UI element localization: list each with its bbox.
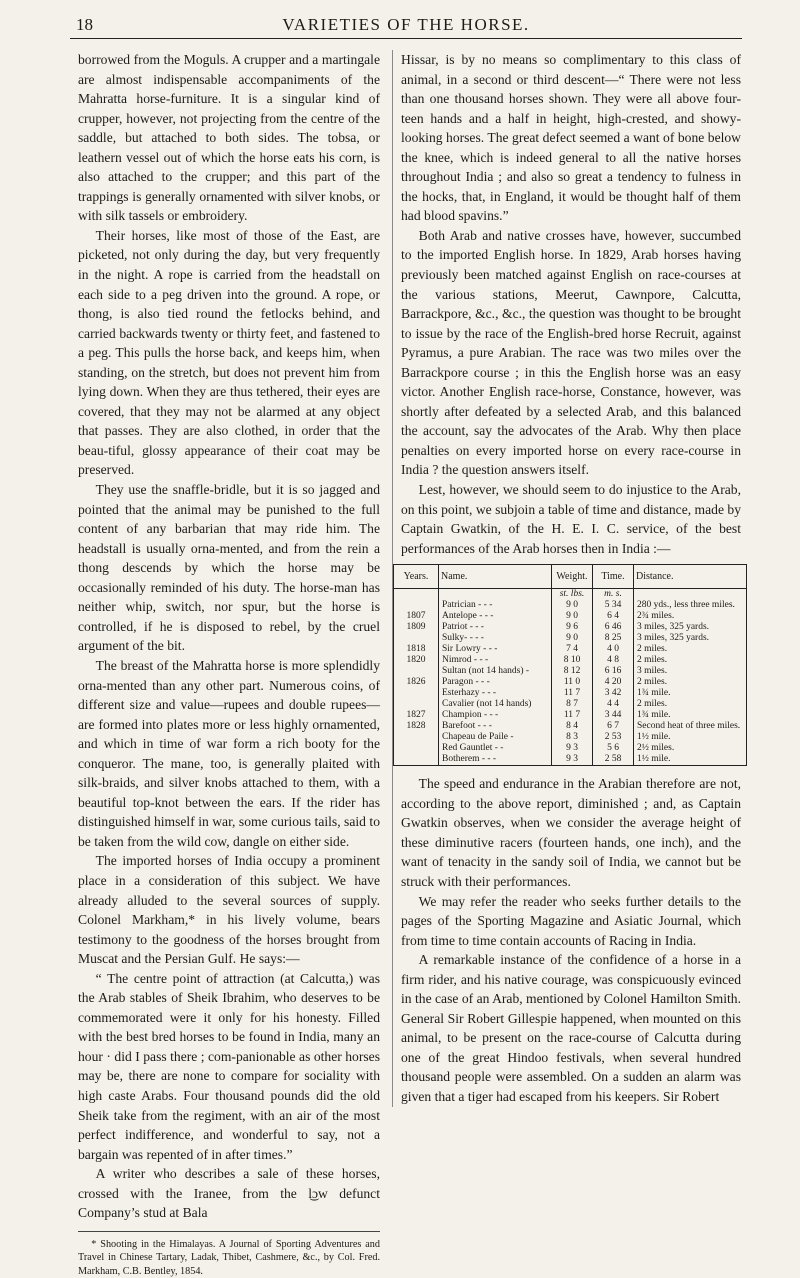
cell-distance: 1¾ mile. bbox=[634, 688, 747, 699]
performance-table bbox=[393, 564, 747, 766]
table-row bbox=[394, 622, 747, 633]
cell-time: 6 16 bbox=[593, 666, 634, 677]
cell-name: Sulky- - - - bbox=[439, 633, 552, 644]
cell-year: 1809 bbox=[394, 622, 439, 633]
table-row bbox=[394, 699, 747, 710]
cell-year: 1807 bbox=[394, 611, 439, 622]
cell-year: 1827 bbox=[394, 710, 439, 721]
cell-year bbox=[394, 600, 439, 611]
paragraph: A writer who describes a sale of these horses, crossed with the Iranee, from the l͜ɔw defunct Company’s stud at Bala bbox=[78, 1166, 380, 1221]
col-header-weight: Weight. bbox=[552, 565, 593, 589]
cell-weight: 11 7 bbox=[552, 710, 593, 721]
cell-name: Esterhazy - - - bbox=[439, 688, 552, 699]
paragraph: Hissar, is by no means so complimentary to this class of animal, in a second or third descent—“ There were not less than one thousand horses shown. They were all above four-teen hands and a half in height, high-crested, and showy-looking horses. The great defect seemed a want of bone below the knee, which is indeed general to all the native horses throughout India ; and also so great a tendency to fulness in the hocks, that, in England, it would be thought half of them had blood spavins.” bbox=[401, 52, 741, 224]
cell-weight: 7 4 bbox=[552, 644, 593, 655]
cell-year bbox=[394, 666, 439, 677]
page-number: 18 bbox=[76, 15, 93, 34]
paragraph: The speed and endurance in the Arabian therefore are not, according to the above report, diminished ; and, as Captain Gwatkin observes, when we consider the average height of these diminutive racers (fourteen hands, one inch), and the want of tenacity in the sandy soil of India, we cannot but be struck with their performances. bbox=[401, 776, 741, 889]
footnote-divider bbox=[78, 1231, 380, 1232]
cell-distance: 2½ miles. bbox=[634, 743, 747, 754]
cell-name: Antelope - - - bbox=[439, 611, 552, 622]
table-row bbox=[394, 732, 747, 743]
cell-weight: 11 7 bbox=[552, 688, 593, 699]
paragraph: Their horses, like most of those of the East, are picketed, not only during the day, but very frequently in the night. A rope is carried from the headstall on each side to a peg driven into the ground. A rope, or thong, is also tied round the fetlocks behind, and carried backwards twenty or thirty feet, and fastened to a peg. This pulls the horse back, and keeps him, when standing, on the stretch, but does not prevent him from lying down. When they are thus tethered, their eyes are covered, that they may not be alarmed at any object that passes. They are also clothed, in order that the beau-tiful, glossy appearance of their coat may be preserved. bbox=[78, 227, 380, 478]
right-column bbox=[392, 50, 741, 1107]
cell-weight: 9 0 bbox=[552, 600, 593, 611]
cell-time: 4 4 bbox=[593, 699, 634, 710]
cell-weight: 8 7 bbox=[552, 699, 593, 710]
table-row bbox=[394, 644, 747, 655]
col-header-distance: Distance. bbox=[634, 565, 747, 589]
cell-weight: 8 4 bbox=[552, 721, 593, 732]
table-row bbox=[394, 633, 747, 644]
paragraph: Both Arab and native crosses have, however, succumbed to the imported English horse. In 1829, Arab horses having previously been matched against English on race-courses at the various stations, Meerut, Cawnpore, Calcutta, Barrackpore, &c., &c., the question was thought to be brought to issue by the race of the English-bred horse Recruit, against Pyramus, a pure Arabian. The race was two miles over the Barrackpore course ; in this the English horse was an easy victor. Another English race-horse, Constance, however, was shortly after defeated by a selected Arab, and this balanced the account, say the advocates of the Arab. Why then place penalties on every imported horse on every race-course in India ? the question answers itself. bbox=[401, 227, 741, 478]
page-header bbox=[70, 12, 742, 39]
cell-time: 6 46 bbox=[593, 622, 634, 633]
left-column bbox=[78, 50, 380, 1278]
cell-weight: 9 0 bbox=[552, 633, 593, 644]
cell-distance: 2 miles. bbox=[634, 677, 747, 688]
cell-weight: 8 10 bbox=[552, 655, 593, 666]
cell-distance: 2 miles. bbox=[634, 699, 747, 710]
col-header-years: Years. bbox=[394, 565, 439, 589]
cell-name: Cavalier (not 14 hands) bbox=[439, 699, 552, 710]
paragraph: Lest, however, we should seem to do injustice to the Arab, on this point, we subjoin a table of time and distance, made by Captain Gwatkin, of the H. E. I. C. service, of the best performances of the Arab horses then in India :— bbox=[401, 482, 741, 556]
cell-year bbox=[394, 732, 439, 743]
cell-time: 6 4 bbox=[593, 611, 634, 622]
cell-name: Red Gauntlet - - bbox=[439, 743, 552, 754]
cell-year bbox=[394, 699, 439, 710]
cell-distance: 2 miles. bbox=[634, 655, 747, 666]
quotation: “ The centre point of attraction (at Calcutta,) was the Arab stables of Sheik Ibrahim, who deserves to be commemorated were it only for his honesty. Filled with the best bred horses to be found in India, many an hour · did I pass there ; com-panionable as other horses may be, there are none to compare for sociality with high caste Arabs. Four thousand pounds did the old Sheik take from the regiment, with an air of the most perfect indifference, and wonderful to say, not a bargain was repented of in after times.” bbox=[78, 970, 380, 1162]
table-row bbox=[394, 611, 747, 622]
cell-name: Champion - - - bbox=[439, 710, 552, 721]
cell-time: 5 34 bbox=[593, 600, 634, 611]
cell-distance: 2 miles. bbox=[634, 644, 747, 655]
cell-time: 2 53 bbox=[593, 732, 634, 743]
cell-distance: 1½ mile. bbox=[634, 732, 747, 743]
running-head: VARIETIES OF THE HORSE. bbox=[282, 15, 530, 34]
cell-year: 1818 bbox=[394, 644, 439, 655]
cell-time: 4 0 bbox=[593, 644, 634, 655]
paragraph: The breast of the Mahratta horse is more splendidly orna-mented than any other part. Numerous coins, of different size and value—rupees and double rupees—are formed into plates more or less highly ornamented, and which in time of war form a rich booty for the conqueror. The mane, too, is generally plaited with silk-braids, and silver knobs attached to them, with a beautiful top-knot between the ears. If the rider has distinguished himself in war, some curious tails, said to be taken from the wild cow, dangle on either side. bbox=[78, 657, 380, 849]
cell-year bbox=[394, 754, 439, 766]
cell-weight: 9 3 bbox=[552, 743, 593, 754]
table-header-row bbox=[394, 565, 747, 589]
table-row bbox=[394, 666, 747, 677]
table-row bbox=[394, 677, 747, 688]
cell-weight: 11 0 bbox=[552, 677, 593, 688]
cell-name: Patrician - - - bbox=[439, 600, 552, 611]
cell-year bbox=[394, 633, 439, 644]
cell-name: Barefoot - - - bbox=[439, 721, 552, 732]
cell-year: 1820 bbox=[394, 655, 439, 666]
cell-time: 4 8 bbox=[593, 655, 634, 666]
col-header-time: Time. bbox=[593, 565, 634, 589]
cell-name: Nimrod - - - bbox=[439, 655, 552, 666]
cell-time: 2 58 bbox=[593, 754, 634, 766]
table-row bbox=[394, 600, 747, 611]
cell-distance: 3 miles. bbox=[634, 666, 747, 677]
cell-time: 3 42 bbox=[593, 688, 634, 699]
footnote: * Shooting in the Himalayas. A Journal of Sporting Adventures and Travel in Chinese Tartary, Ladak, Thibet, Cashmere, &c., by Col. Fred. Markham, C.B. Bentley, 1854. bbox=[78, 1238, 380, 1277]
cell-time: 4 20 bbox=[593, 677, 634, 688]
paragraph: borrowed from the Moguls. A crupper and a martingale are almost indispensable accompaniments of the Mahratta horse-furniture. It is a singular kind of crupper, however, not projecting from the centre of the saddle, but attached to both sides. The tobsa, or leathern vessel out of which the horse eats his corn, is also attached to the crupper; and this part of the trappings is generally ornamented with silver knobs, or with silk tassels or embroidery. bbox=[78, 52, 380, 224]
table-row bbox=[394, 721, 747, 732]
cell-name: Chapeau de Paile - bbox=[439, 732, 552, 743]
cell-time: 8 25 bbox=[593, 633, 634, 644]
paragraph: They use the snaffle-bridle, but it is so jagged and pointed that the animal may be punished to the full content of any barbarian that may ride him. The headstall is usually orna-mented, and from the rein a thong descends by which the horse may be occasionally reminded of his duty. The horse-man has neither whip, switch, nor spur, but the horse is controlled, if he is disposed to rebel, by the cruel argument of the bit. bbox=[78, 482, 380, 654]
table-row bbox=[394, 688, 747, 699]
col-header-name: Name. bbox=[439, 565, 552, 589]
cell-name: Sir Lowry - - - bbox=[439, 644, 552, 655]
paragraph: We may refer the reader who seeks further details to the pages of the Sporting Magazine and Asiatic Journal, which from time to time contain accounts of Racing in India. bbox=[401, 893, 741, 948]
cell-distance: 1½ mile. bbox=[634, 754, 747, 766]
weight-units: st. lbs. bbox=[552, 589, 593, 601]
table-row bbox=[394, 743, 747, 754]
cell-time: 6 7 bbox=[593, 721, 634, 732]
cell-name: Patriot - - - bbox=[439, 622, 552, 633]
paragraph: The imported horses of India occupy a prominent place in a consideration of this subject. We have already alluded to the several sources of supply. Colonel Markham,* in his lively volume, bears testimony to the goodness of the horses brought from Muscat and the Persian Gulf. He says:— bbox=[78, 853, 380, 967]
cell-weight: 9 6 bbox=[552, 622, 593, 633]
cell-time: 3 44 bbox=[593, 710, 634, 721]
table-row bbox=[394, 710, 747, 721]
cell-year: 1826 bbox=[394, 677, 439, 688]
cell-distance: 280 yds., less three miles. bbox=[634, 600, 747, 611]
cell-distance: 1¾ mile. bbox=[634, 710, 747, 721]
cell-weight: 9 0 bbox=[552, 611, 593, 622]
cell-year bbox=[394, 743, 439, 754]
table-row bbox=[394, 754, 747, 766]
cell-weight: 8 12 bbox=[552, 666, 593, 677]
cell-name: Botherem - - - bbox=[439, 754, 552, 766]
cell-name: Sultan (not 14 hands) - bbox=[439, 666, 552, 677]
table-row bbox=[394, 655, 747, 666]
cell-year bbox=[394, 688, 439, 699]
cell-name: Paragon - - - bbox=[439, 677, 552, 688]
cell-distance: 2¾ miles. bbox=[634, 611, 747, 622]
cell-weight: 8 3 bbox=[552, 732, 593, 743]
cell-distance: 3 miles, 325 yards. bbox=[634, 622, 747, 633]
paragraph: A remarkable instance of the confidence of a horse in a firm rider, and his native courage, was conspicuously evinced in the case of an Arab, mentioned by Colonel Hamilton Smith. General Sir Robert Gillespie happened, when mounted on this animal, to be present on the race-course of Calcutta during one of the great Hindoo festivals, when several hundred thousand people were assembled. On a sudden an alarm was given that a tiger had escaped from his keepers. Sir Robert bbox=[401, 952, 741, 1104]
time-units: m. s. bbox=[593, 589, 634, 601]
cell-distance: Second heat of three miles. bbox=[634, 721, 747, 732]
cell-distance: 3 miles, 325 yards. bbox=[634, 633, 747, 644]
units-row bbox=[394, 589, 747, 601]
cell-weight: 9 3 bbox=[552, 754, 593, 766]
cell-time: 5 6 bbox=[593, 743, 634, 754]
table-body bbox=[394, 589, 747, 766]
cell-year: 1828 bbox=[394, 721, 439, 732]
